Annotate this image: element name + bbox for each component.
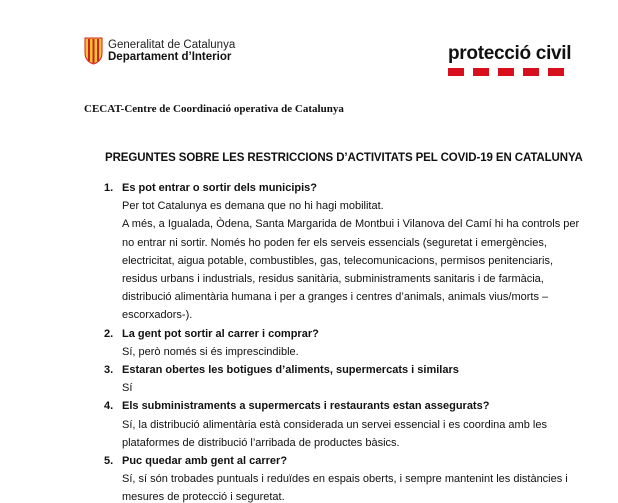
red-bar xyxy=(523,68,539,76)
question-number: 1. xyxy=(104,182,114,194)
question-number: 3. xyxy=(104,364,114,376)
document-title: PREGUNTES SOBRE LES RESTRICCIONS D’ACTIVITATS PEL COVID-19 EN CATALUNYA xyxy=(105,152,583,164)
question-number: 5. xyxy=(104,455,114,467)
red-bar xyxy=(498,68,514,76)
proteccio-civil-text: protecció civil xyxy=(448,43,572,64)
proteccio-civil-logo xyxy=(448,43,572,64)
answer-line: residus urbans i industrials, residus sanitària, subministraments sanitaris i de farmàcia, xyxy=(122,273,544,285)
red-bar xyxy=(548,68,564,76)
question-number: 2. xyxy=(104,327,114,340)
answer-line: distribució alimentària humana i per a granges i centres d’animals, animals vius/morts – xyxy=(122,291,549,304)
red-bar xyxy=(473,68,489,76)
question-text: Puc quedar amb gent al carrer? xyxy=(122,455,288,467)
answer-line: Sí xyxy=(122,382,133,395)
senyera-emblem-icon xyxy=(84,37,103,65)
answer-line: Per tot Catalunya es demana que no hi hagi mobilitat. xyxy=(122,200,384,213)
department-name: Departament d’Interior xyxy=(108,51,232,63)
gencat-name: Generalitat de Catalunya xyxy=(108,39,236,51)
organization-line: CECAT-Centre de Coordinació operativa de Catalunya xyxy=(84,103,344,115)
answer-line: mesures de protecció i seguretat. xyxy=(122,491,285,503)
answer-line: Sí, sí són trobades puntuals i reduïdes en espais oberts, i sempre mantenint les distàncies i xyxy=(122,473,568,486)
answer-line: electricitat, aigua potable, combustibles, gas, telecomunicacions, permisos penitenciaris, xyxy=(122,254,554,267)
answer-line: plataformes de distribució l’arribada de productes bàsics. xyxy=(122,436,400,449)
question-number: 4. xyxy=(104,400,114,413)
red-bar xyxy=(448,68,464,76)
question-text: Estaran obertes les botigues d’aliments, supermercats i similars xyxy=(122,364,459,376)
question-text: La gent pot sortir al carrer i comprar? xyxy=(122,327,319,340)
answer-line: A més, a Igualada, Òdena, Santa Margarida de Montbui i Vilanova del Camí hi ha controls per xyxy=(122,218,580,231)
question-text: Es pot entrar o sortir dels municipis? xyxy=(122,182,317,194)
answer-line: escorxadors-). xyxy=(122,309,193,322)
answer-line: Sí, la distribució alimentària està considerada un servei essencial i es coordina amb les xyxy=(122,418,547,431)
question-text: Els subministraments a supermercats i restaurants estan assegurats? xyxy=(122,400,490,413)
proteccio-civil-bars xyxy=(448,68,564,76)
answer-line: no entrar ni sortir. Només ho poden fer els serveis essencials (seguretat i emergències, xyxy=(122,236,547,249)
answer-line: Sí, però només si és imprescindible. xyxy=(122,345,299,358)
